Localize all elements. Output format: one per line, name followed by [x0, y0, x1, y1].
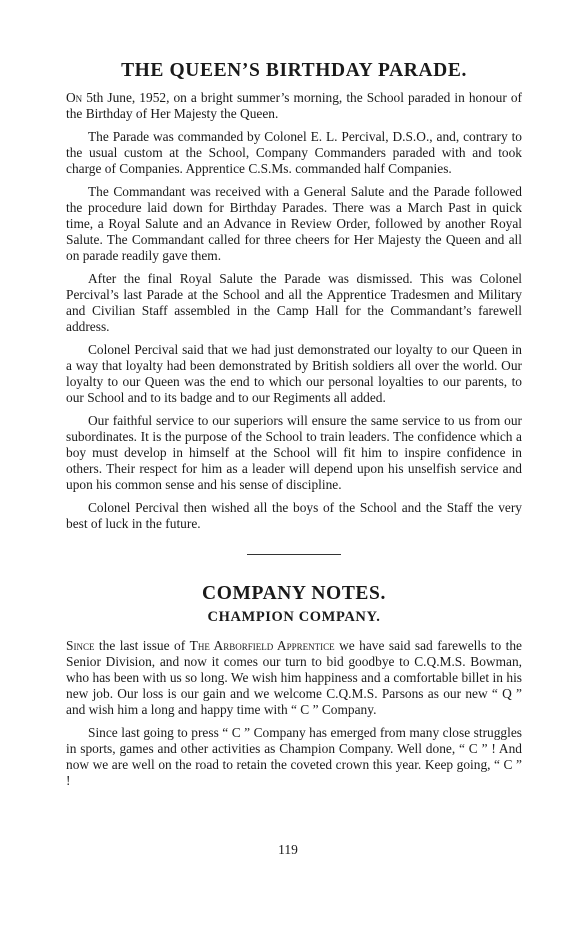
section-subtitle-champion-company: CHAMPION COMPANY. — [207, 609, 381, 625]
paragraph-4: After the final Royal Salute the Parade was dismissed. This was Colonel Percival’s last Parade at the School and all the Apprentice Tradesmen and Military and Civilian Staff assembled in the Camp Hall for the Commandant’s farewell address. — [66, 271, 522, 334]
company-paragraph-1 — [66, 638, 522, 718]
paragraph-2: The Parade was commanded by Colonel E. L. Percival, D.S.O., and, contrary to the usual custom at the School, Company Commanders paraded with and took charge of Companies. Apprentice C.S.Ms. commanded half Companies. — [66, 129, 522, 176]
company-paragraph-1-text-b: we have said sad farewells to the Senior Division, and now it comes our turn to bid goodbye to C.Q.M.S. Bowman, who has been with us so long. We wish him happiness and a comfortable billet in his new job. Our loss is our gain and we welcome C.Q.M.S. Parsons as our new “ Q ” and wish him a long and happy time with “ C ” Company. — [66, 638, 522, 717]
company-paragraph-2: Since last going to press “ C ” Company has emerged from many close struggles in sports, games and other activities as Champion Company. Well done, “ C ” ! And now we are well on the road to retain the coveted crown this year. Keep going, “ C ” ! — [66, 725, 522, 788]
paragraph-5: Colonel Percival said that we had just demonstrated our loyalty to our Queen in a way that loyalty had been demonstrated by British soldiers all over the world. Our loyalty to our Queen was the end to which our personal loyalties to our parents, to our School and to its badge and to our Regiments all added. — [66, 342, 522, 405]
paragraph-3: The Commandant was received with a General Salute and the Parade followed the procedure laid down for Birthday Parades. There was a March Past in quick time, a Royal Salute and an Advance in Review Order, followed by another Royal Salute. The Commandant called for three cheers for Her Majesty the Queen and all on parade readily gave them. — [66, 184, 522, 263]
paragraph-7: Colonel Percival then wished all the boys of the School and the Staff the very best of luck in the future. — [66, 500, 522, 531]
article-title-company-notes: COMPANY NOTES. — [202, 583, 386, 604]
drop-lead-word: On — [66, 90, 83, 105]
article-title-birthday-parade: THE QUEEN’S BIRTHDAY PARADE. — [121, 60, 467, 81]
drop-lead-word: Since — [66, 638, 95, 653]
page-content — [66, 60, 522, 796]
section-divider — [247, 554, 341, 555]
page-number: 119 — [278, 842, 298, 857]
paragraph-6: Our faithful service to our superiors will ensure the same service to us from our subordinates. It is the purpose of the School to train leaders. The confidence which a boy must develop in himself at the School will fit him to inspire confidence in others. Their respect for him as a leader will depend upon his unselfish service and upon his common sense and his sense of discipline. — [66, 413, 522, 492]
paragraph-1-text: 5th June, 1952, on a bright summer’s morning, the School paraded in honour of the Birthday of Her Majesty the Queen. — [66, 90, 522, 121]
paragraph-1 — [66, 90, 522, 122]
company-paragraph-1-text-a: the last issue of — [94, 638, 190, 653]
publication-name: The Arborfield Apprentice — [189, 638, 335, 653]
